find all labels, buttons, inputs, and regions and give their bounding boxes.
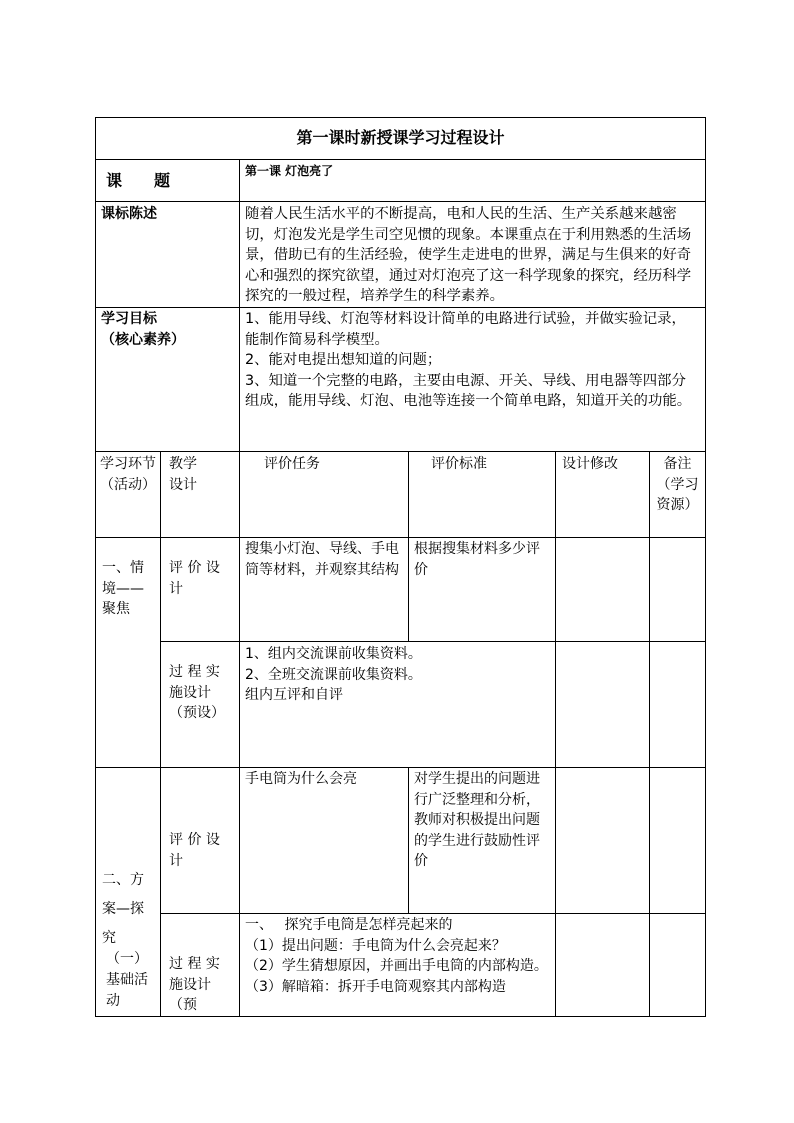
section1-process-line-2: 2、全班交流课前收集资料。 — [245, 666, 422, 683]
section2-stage-line-1: 二、方 — [102, 872, 144, 888]
section2-eval-revision — [556, 768, 650, 914]
topic-label — [96, 160, 240, 202]
section1-eval-label-text: 评 价 设计 — [169, 560, 220, 597]
standard-text — [240, 202, 705, 308]
section2-eval-remark — [650, 768, 705, 914]
header-stage — [96, 452, 161, 538]
section1-process-label — [161, 642, 240, 768]
header-criteria-text: 评价标准 — [431, 456, 487, 472]
header-remark — [650, 452, 705, 538]
goals-label — [96, 308, 240, 452]
header-revision-text: 设计修改 — [562, 456, 618, 472]
section2-stage-line-4: （一）基础活动 — [106, 951, 148, 1009]
header-design-text: 教学设计 — [169, 456, 197, 493]
section1-process-revision — [556, 642, 650, 768]
section2-eval-criteria-text: 对学生提出的问题进行广泛整理和分析，教师对积极提出问题的学生进行鼓励性评价 — [414, 771, 540, 869]
goals-content — [240, 308, 705, 452]
section2-process-content — [240, 914, 556, 1016]
section2-eval-criteria — [409, 768, 556, 914]
section2-eval-task-text: 手电筒为什么会亮 — [245, 771, 357, 787]
header-revision — [556, 452, 650, 538]
section1-eval-criteria — [409, 538, 556, 642]
header-task-text: 评价任务 — [264, 456, 320, 472]
section2-process-line-1: 一、 探究手电筒是怎样亮起来的 — [245, 917, 453, 933]
header-design — [161, 452, 240, 538]
header-remark-text: 备注（学习资源） — [656, 456, 699, 513]
goals-label-line-1: 学习目标 — [101, 311, 157, 327]
goal-item-1: 1、能用导线、灯泡等材料设计简单的电路进行试验，并做实验记录，能制作简易科学模型。 — [245, 311, 686, 348]
standard-label-text: 课标陈述 — [101, 206, 157, 222]
section2-process-label — [161, 914, 240, 1016]
section2-eval-label-text: 评 价 设计 — [169, 832, 220, 869]
standard-text-content: 随着人民生活水平的不断提高，电和人民的生活、生产关系越来越密切，灯泡发光是学生司空见惯的现象。本课重点在于利用熟悉的生活场景，借助已有的生活经验，使学生走进电的世界，满足与生俱来的好奇心和强烈的探究欲望，通过对灯泡亮了这一科学现象的探究，经历科学探究的一般过程，培养学生的科学素养。 — [245, 206, 692, 304]
section2-process-line-4: （3）解暗箱：拆开手电筒观察其内部构造 — [245, 978, 506, 995]
section1-eval-criteria-text: 根据搜集材料多少评价 — [414, 541, 540, 578]
section1-eval-remark — [650, 538, 705, 642]
section1-eval-revision — [556, 538, 650, 642]
section1-stage — [96, 538, 161, 768]
header-stage-text: 学习环节（活动） — [100, 456, 156, 493]
section1-process-line-3: 组内互评和自评 — [245, 687, 343, 703]
section2-stage — [96, 768, 161, 1016]
section2-stage-line-2: 案—探 — [102, 901, 144, 917]
lesson-design-table — [95, 117, 706, 1017]
section1-eval-task-text: 搜集小灯泡、导线、手电筒等材料，并观察其结构 — [245, 541, 399, 578]
section2-process-remark — [650, 914, 705, 1016]
goal-item-2: 2、能对电提出想知道的问题； — [245, 352, 442, 368]
section2-eval-label — [161, 768, 240, 914]
section1-process-content — [240, 642, 556, 768]
section1-process-label-text: 过 程 实施设计（预设） — [169, 664, 225, 721]
section1-eval-label — [161, 538, 240, 642]
section1-eval-task — [240, 538, 409, 642]
goals-label-line-2: （核心素养） — [101, 331, 185, 348]
section2-process-revision — [556, 914, 650, 1016]
section1-process-remark — [650, 642, 705, 768]
section1-process-line-1: 1、组内交流课前收集资料。 — [245, 646, 422, 662]
section1-stage-text: 一、情境——聚焦 — [102, 560, 144, 617]
topic-value — [240, 160, 705, 202]
header-task — [240, 452, 409, 538]
section2-process-line-2: （1）提出问题：手电筒为什么会亮起来？ — [245, 937, 506, 954]
goal-item-3: 3、知道一个完整的电路，主要由电源、开关、导线、用电器等四部分组成，能用导线、灯泡、电池等连接一个简单电路，知道开关的功能。 — [245, 372, 692, 409]
topic-value-text: 第一课 灯泡亮了 — [245, 164, 334, 178]
section2-process-label-text: 过 程 实施设计（预 — [169, 956, 220, 1013]
section2-eval-task — [240, 768, 409, 914]
topic-label-text: 课 题 — [106, 171, 171, 190]
page-title: 第一课时新授课学习过程设计 — [96, 118, 705, 160]
section2-process-line-3: （2）学生猜想原因，并画出手电筒的内部构造。 — [245, 958, 548, 974]
standard-label — [96, 202, 240, 308]
section2-stage-line-3: 究 — [102, 930, 116, 946]
header-criteria — [409, 452, 556, 538]
